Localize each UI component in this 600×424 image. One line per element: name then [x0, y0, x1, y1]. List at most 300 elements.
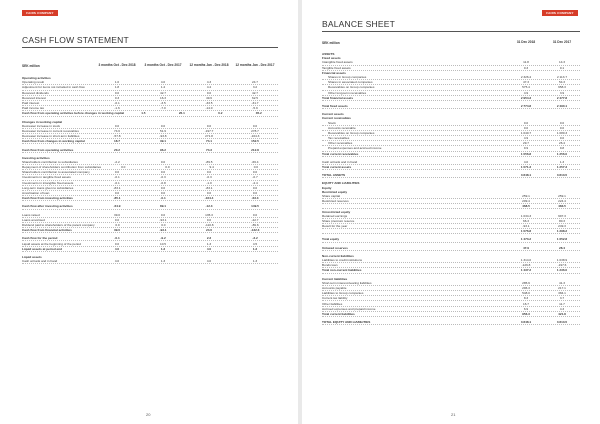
row-value: 11.7	[559, 301, 565, 306]
table-row	[322, 104, 580, 109]
row-value: 2 477.8	[556, 95, 568, 100]
company-tag: FAIRS COMPANY	[22, 10, 58, 16]
row-value: 54.3	[558, 80, 566, 85]
column-header: 31 Dec 2018	[516, 40, 536, 44]
company-tag: FAIRS COMPANY	[542, 10, 578, 16]
column-header: 31 Dec 2017	[552, 40, 572, 44]
row-value: 51.9	[159, 128, 167, 133]
row-label: Cash flow from changes in working capital	[22, 139, 85, 144]
row-label: Cash flow from investing activities	[22, 196, 73, 201]
row-label: Liquid assets	[22, 254, 42, 259]
row-value: 4.0	[160, 80, 166, 85]
table-row	[22, 204, 278, 209]
row-label: Total current receivables	[322, 151, 359, 156]
row-value: 0.0	[160, 212, 166, 217]
row-value: 26.1	[178, 111, 185, 116]
row-label: Investing activities	[22, 155, 50, 160]
row-value: -1.0	[206, 180, 212, 185]
row-value: 224.4	[558, 199, 566, 204]
row-value: 1 473.2	[520, 237, 532, 242]
page-title: CASH FLOW STATEMENT	[22, 35, 129, 45]
row-value: 575.4	[522, 85, 530, 90]
row-value: 548.0	[522, 291, 530, 296]
row-value: 47.9	[522, 245, 530, 250]
row-label: Current receivables	[322, 116, 351, 121]
row-value: 0.0	[114, 191, 120, 196]
row-value: 16.3	[159, 95, 167, 100]
row-value: 0.0	[252, 170, 258, 175]
row-label: Intangible fixed assets	[322, 60, 353, 65]
row-value: -93.1	[159, 228, 167, 233]
row-value: 384.1	[558, 291, 566, 296]
row-value: 0.0	[121, 165, 126, 170]
row-label: Receivables on Group companies	[328, 130, 375, 135]
row-label: Tangible fixed assets	[322, 65, 351, 70]
row-value: -89.6	[251, 222, 259, 227]
row-value: 2 774.8	[520, 103, 532, 108]
row-value: 152.5	[251, 139, 259, 144]
row-value: 1.4	[160, 85, 166, 90]
row-label: Financial assets	[322, 70, 346, 75]
row-label: Liabilities to Group companies	[322, 291, 364, 296]
row-label: Liquid assets at the beginning of the period	[22, 241, 81, 246]
table-row	[22, 259, 278, 264]
row-value: 0.0	[206, 170, 212, 175]
row-value: -33.5	[205, 101, 213, 106]
table-row	[322, 165, 580, 170]
title-rule	[22, 47, 278, 48]
row-value: 1 236.0	[556, 268, 568, 273]
row-value: 0.0	[114, 217, 120, 222]
row-label: Investments in intangible fixed assets	[22, 180, 74, 185]
row-value: 42.7	[251, 90, 259, 95]
balance-sheet-page	[302, 0, 600, 424]
row-value: -5.9	[252, 106, 258, 111]
row-value: 285.9	[522, 280, 530, 285]
row-label: Amortisation of loan	[22, 191, 50, 196]
row-value: 1 298.2	[556, 229, 568, 234]
row-value: 2 954.3	[520, 95, 532, 100]
row-value: 1.3	[252, 259, 258, 264]
row-value: 259.1	[558, 193, 566, 198]
row-label: Restricted reserves	[322, 199, 349, 204]
table-row	[322, 173, 580, 178]
row-value: -4.4	[252, 180, 258, 185]
row-value: -3.2	[252, 236, 258, 241]
row-label: Bonds loan	[322, 263, 338, 268]
row-label: Loans amortised	[22, 217, 45, 222]
row-label: Shareholders contribution to associated company	[22, 170, 90, 175]
row-value: -63.3	[251, 196, 259, 201]
row-value: 0.0	[206, 217, 212, 222]
row-label: Decrease/ increase in stock	[22, 123, 61, 128]
row-value: 18.7	[113, 139, 121, 144]
row-value: -66.4	[251, 159, 259, 164]
row-label: Restricted equity	[322, 189, 348, 194]
row-value: 2 490.1	[556, 103, 568, 108]
table-row	[22, 147, 278, 152]
row-value: 20.2	[113, 147, 121, 152]
cash-flow-header	[22, 64, 278, 68]
row-value: 24.7	[251, 80, 259, 85]
row-value: 28.4	[558, 245, 566, 250]
row-value: 39.1	[159, 139, 167, 144]
row-value: 29.7	[522, 141, 530, 146]
row-label: TOTAL EQUITY AND LIABILITIES	[322, 320, 371, 325]
row-label: Accounts payable	[322, 285, 347, 290]
row-value: 62.5	[251, 95, 259, 100]
row-label: Non-current liabilities	[322, 253, 354, 258]
balance-sheet-header	[322, 41, 580, 45]
row-value: -0.7	[252, 175, 258, 180]
page-number: 20	[146, 412, 151, 417]
row-value: 80.3	[558, 218, 566, 223]
row-value: 1 080.3	[556, 130, 568, 135]
row-value: 0.0	[161, 222, 166, 227]
row-value: 4.0	[114, 246, 120, 251]
row-value: 0.0	[114, 123, 120, 128]
row-value: -0.3	[160, 175, 166, 180]
row-value: 0.0	[160, 123, 166, 128]
row-value: 1 071.3	[520, 165, 532, 170]
row-value: 0.0	[523, 125, 529, 130]
row-value: 0.0	[252, 212, 258, 217]
row-label: Accounts receivable	[328, 125, 356, 130]
row-label: Total current assets	[322, 165, 352, 170]
row-value: 3 848.1	[520, 173, 532, 178]
row-value: 0.0	[114, 241, 120, 246]
row-label: Total financial assets	[322, 95, 354, 100]
row-value: 0.0	[160, 170, 166, 175]
row-value: 0.0	[253, 165, 259, 170]
row-value: 468.5	[522, 204, 530, 209]
table-row	[22, 111, 278, 116]
row-label: TOTAL ASSETS	[322, 173, 346, 178]
table-row	[22, 228, 278, 233]
row-value: 1 257.3	[556, 165, 568, 170]
row-value: -0.8	[160, 180, 166, 185]
row-value: 39.0	[113, 212, 121, 217]
row-value: 0.0	[523, 120, 529, 125]
row-value: 4.4	[206, 85, 212, 90]
row-value: -83.1	[205, 185, 213, 190]
table-row	[322, 246, 580, 251]
row-value: 4.0	[523, 159, 529, 164]
row-value: -1.6	[114, 106, 120, 111]
row-value: 4.0	[206, 246, 212, 251]
balance-sheet-table	[322, 52, 580, 325]
row-value: 1.3	[252, 246, 258, 251]
row-value: 0.2	[218, 111, 223, 116]
row-label: Share premium reserve	[322, 218, 355, 223]
row-value: 0.0	[252, 123, 258, 128]
row-value: 2.3	[206, 236, 212, 241]
row-value: -126.8	[521, 263, 531, 268]
row-label: Total fixed assets	[322, 103, 348, 108]
table-row	[322, 96, 580, 101]
row-value: 3 848.1	[520, 320, 532, 325]
row-value: 3 813.5	[556, 173, 568, 178]
row-value: 47.3	[522, 80, 530, 85]
row-value: 1 040.7	[520, 130, 532, 135]
row-value: 0.0	[115, 222, 120, 227]
row-value: 6.9	[523, 306, 529, 311]
row-label: Total current liabilities	[322, 311, 355, 316]
row-value: -0.1	[114, 236, 120, 241]
row-value: -9.2	[160, 236, 166, 241]
row-value: 0.0	[559, 120, 565, 125]
cash-flow-page	[0, 0, 298, 424]
row-label: EQUITY AND LIABILITIES	[322, 181, 360, 186]
row-label: Other receivables	[328, 141, 353, 146]
table-row	[322, 268, 580, 273]
row-label: Current tax liability	[322, 296, 348, 301]
row-value: 483.5	[558, 204, 566, 209]
row-value: 89.1	[159, 204, 167, 209]
table-row	[22, 196, 278, 201]
row-label: Share capital	[322, 193, 341, 198]
row-value: 1 256.0	[556, 151, 568, 156]
row-value: 74.1	[205, 139, 213, 144]
row-value: 259.1	[522, 193, 530, 198]
row-value: 0.0	[114, 170, 120, 175]
row-label: Untaxed reserves	[322, 245, 348, 250]
row-value: 9.8	[559, 146, 565, 151]
row-label: Cash at bank and in hand	[22, 259, 58, 264]
row-label: Cash flow from operating activities	[22, 147, 74, 152]
row-value: -85.1	[113, 196, 121, 201]
row-value: 1 652.8	[556, 237, 568, 242]
row-value: -0.1	[114, 180, 120, 185]
row-value: -0.1	[160, 196, 166, 201]
row-label: Other long-term receivables	[328, 90, 367, 95]
row-label: Dividend paid to shareholders of the parent company	[22, 222, 95, 227]
column-label: SEK million	[22, 64, 40, 68]
row-value: 1.3	[160, 259, 166, 264]
row-value: 1.5	[141, 111, 146, 116]
row-value: 1.8	[114, 85, 120, 90]
row-value: -64.9	[113, 204, 121, 209]
row-value: -42.7	[251, 217, 259, 222]
row-value: 4.9	[523, 90, 529, 95]
row-value: 0.0	[114, 90, 120, 95]
row-value: 41.3	[558, 280, 566, 285]
row-value: 0.0	[206, 191, 212, 196]
column-header: 12 months Jan - Dec 2017	[235, 63, 275, 67]
row-value: -164.3	[250, 134, 260, 139]
row-value: 0.0	[160, 191, 166, 196]
row-value: -14.0	[205, 106, 213, 111]
row-value: 11.8	[523, 60, 529, 65]
row-value: -164.4	[204, 196, 214, 201]
row-label: Shareholders contribution to subsidiaries	[22, 159, 78, 164]
row-label: Cash at bank and in hand	[322, 159, 358, 164]
row-value: -3.5	[160, 101, 166, 106]
page-title: BALANCE SHEET	[322, 19, 395, 29]
row-value: 0.3	[114, 95, 120, 100]
row-value: -2.2	[114, 159, 120, 164]
row-label: Changes in working capital	[22, 119, 63, 124]
row-label: Fixed assets	[322, 56, 341, 61]
row-value: 217.1	[558, 285, 566, 290]
row-label: Shares in Group companies	[328, 75, 367, 80]
row-value: -7.0	[160, 106, 166, 111]
row-label: Cash flow for the period	[22, 236, 58, 241]
row-label: Retained earnings	[322, 213, 348, 218]
row-label: Equity	[322, 185, 332, 190]
row-value: 0.0	[559, 125, 565, 130]
row-value: 26.4	[558, 141, 566, 146]
row-value: 278.7	[251, 128, 259, 133]
row-value: 421.8	[558, 311, 566, 316]
row-value: 74.6	[113, 128, 121, 133]
row-value: -110.8	[204, 222, 214, 227]
row-label: Receivables on Group companies	[328, 85, 375, 90]
row-value: -12.3	[205, 204, 213, 209]
row-label: Decrease/ increase in current receivables	[22, 128, 79, 133]
row-label: Liquid assets at period end	[22, 246, 63, 251]
row-label: Cash flow from financial activities	[22, 228, 72, 233]
row-value: 1 056.8	[520, 151, 532, 156]
table-row	[322, 229, 580, 234]
row-value: 249.3	[558, 224, 566, 229]
row-value: 24.6	[205, 228, 213, 233]
column-header: 12 months Jan - Dec 2018	[189, 63, 229, 67]
row-label: Decrease/ increase in short-term liabilities	[22, 134, 80, 139]
row-value: 1.3	[559, 159, 565, 164]
row-value: -0.1	[114, 101, 120, 106]
row-label: Shares in associated companies	[328, 80, 373, 85]
row-label: ASSETS	[322, 52, 335, 57]
row-value: -57.8	[113, 134, 121, 139]
row-value: 149.5	[251, 204, 259, 209]
row-value: -197.6	[557, 263, 567, 268]
row-value: 956.3	[522, 311, 530, 316]
row-value: 14.3	[558, 60, 566, 65]
row-value: 1 034.3	[520, 213, 532, 218]
row-label: Investments in tangible fixed assets	[22, 175, 71, 180]
row-label: Long-term loans given to subsidiaries	[22, 185, 74, 190]
row-value: 0.0	[160, 159, 166, 164]
row-value: 39.0	[113, 228, 121, 233]
row-value: 9.4	[209, 165, 214, 170]
row-value: 4.3	[559, 306, 565, 311]
row-value: -93.1	[159, 217, 167, 222]
row-label: Unrestricted equity	[322, 209, 351, 214]
row-value: 3 813.5	[556, 320, 568, 325]
row-label: Paid income tax	[22, 106, 45, 111]
row-value: -0.3	[206, 175, 212, 180]
row-value: 0.0	[559, 136, 565, 141]
row-value: 1.3	[160, 246, 166, 251]
row-value: 96.2	[159, 147, 167, 152]
row-value: 4.0	[206, 259, 212, 264]
row-value: 4.3	[206, 80, 212, 85]
row-value: 49.6	[205, 95, 213, 100]
row-value: 1 314.0	[520, 258, 532, 263]
row-label: Paid interest	[22, 101, 40, 106]
row-label: Repayment of shareholders contribution from subsidiaries	[22, 165, 102, 170]
row-label: Tax receivables	[328, 136, 350, 141]
column-header: 3 months Oct - Dec 2018	[98, 63, 136, 67]
row-label: Short-term interest-bearing liabilities	[322, 280, 372, 285]
row-value: 0.0	[252, 185, 258, 190]
row-value: 16.7	[522, 301, 530, 306]
row-label: Cash flow from operating activities before changes in working capital	[22, 111, 125, 116]
page-number: 21	[451, 412, 456, 417]
row-value: 74.3	[205, 147, 213, 152]
row-value: -83.1	[113, 185, 121, 190]
table-row	[22, 139, 278, 144]
row-value: 0.0	[206, 123, 212, 128]
title-rule	[322, 31, 580, 32]
table-row	[322, 152, 580, 157]
table-row	[322, 312, 580, 317]
row-value: 296.3	[522, 285, 530, 290]
table-row	[322, 320, 580, 325]
row-value: 212.8	[251, 147, 259, 152]
row-label: Received interest	[22, 95, 46, 100]
row-value: 4.5	[252, 241, 258, 246]
row-value: 0.1	[559, 65, 565, 70]
row-label: Current liabilities	[322, 276, 348, 281]
table-row	[22, 247, 278, 252]
table-row	[322, 237, 580, 242]
row-label: Received dividends	[22, 90, 49, 95]
row-label: Loans raised	[22, 212, 40, 217]
row-value: 0.3	[523, 65, 529, 70]
row-label: Current assets	[322, 112, 344, 117]
row-value: 1 076.8	[520, 229, 532, 234]
row-value: 66.3	[522, 218, 530, 223]
row-value: 1.0	[114, 80, 120, 85]
row-label: Accrued expenses and prepaid income	[322, 306, 376, 311]
row-value: 4.0	[114, 259, 120, 264]
row-label: Adjustment for items not included in cash flow	[22, 85, 85, 90]
row-label: Operating activities	[22, 76, 51, 81]
row-label: Stock	[328, 120, 336, 125]
row-value: 3.9	[559, 90, 565, 95]
row-value: 3.7	[559, 296, 565, 301]
row-value: 209.4	[522, 199, 530, 204]
column-header: 3 months Oct - Dec 2017	[144, 63, 182, 67]
row-label: Prepaid expenses and accrued income	[328, 146, 382, 151]
row-value: -93.8	[159, 134, 167, 139]
row-value: 135.3	[205, 212, 213, 217]
row-value: 9.9	[523, 146, 529, 151]
row-value: 0.0	[206, 90, 212, 95]
row-label: Result for the year	[322, 224, 348, 229]
row-value: 271.8	[205, 134, 213, 139]
row-value: 1.3	[206, 241, 212, 246]
row-label: Cash flow after investing activities	[22, 204, 73, 209]
row-value: -89.5	[205, 159, 213, 164]
row-value: 4.9	[523, 136, 529, 141]
row-value: 35.2	[255, 111, 262, 116]
row-value: 958.3	[558, 85, 566, 90]
row-label: Liabilities to credit institutions	[322, 258, 363, 263]
row-value: -93.1	[522, 224, 530, 229]
row-value: 0.0	[252, 191, 258, 196]
row-value: 1 038.9	[556, 258, 568, 263]
cash-flow-table	[22, 76, 278, 264]
row-value: 8.3	[523, 296, 529, 301]
row-label: Total equity	[322, 237, 340, 242]
row-value: 2 113.7	[556, 75, 568, 80]
row-value: 3.2	[252, 85, 258, 90]
row-value: 0.0	[165, 165, 170, 170]
row-value: 997.3	[558, 213, 566, 218]
